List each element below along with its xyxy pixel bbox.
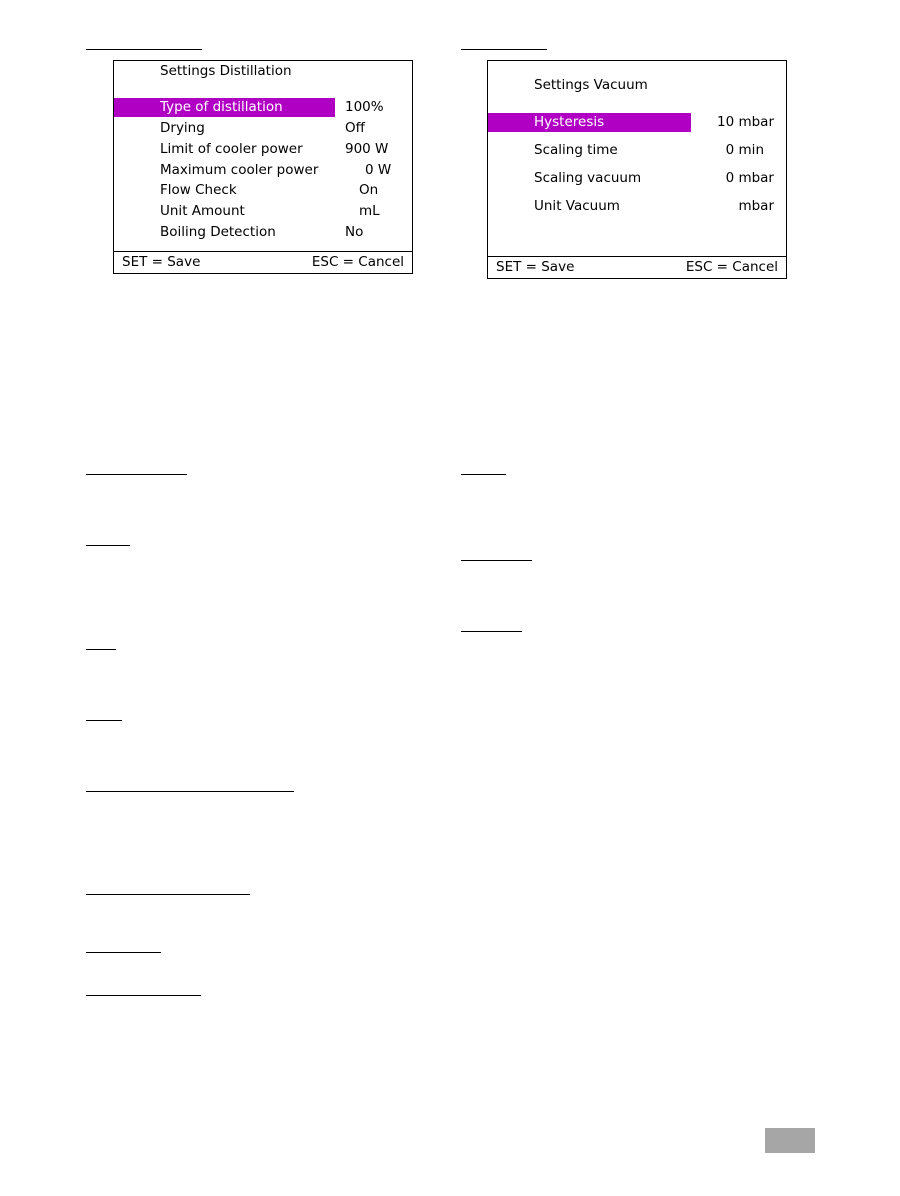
menu-row-scaling-vacuum[interactable]	[488, 169, 786, 188]
menu-row-scaling-time[interactable]	[488, 141, 786, 160]
row-value: 0 W	[365, 162, 392, 178]
heading-rule	[86, 791, 294, 792]
row-label: Unit Amount	[160, 203, 245, 219]
row-value: On	[359, 182, 379, 198]
row-value: mbar	[738, 198, 774, 214]
row-value: 0 mbar	[725, 170, 774, 186]
row-label: Limit of cooler power	[160, 141, 303, 157]
heading-rule	[86, 720, 122, 721]
row-value: 900 W	[345, 141, 389, 157]
heading-rule	[86, 952, 161, 953]
row-label: Scaling time	[534, 142, 618, 158]
heading-rule	[86, 545, 130, 546]
row-label: Flow Check	[160, 182, 237, 198]
screen-footer	[114, 251, 412, 273]
row-value: mL	[359, 203, 380, 219]
screen-title: Settings Vacuum	[534, 77, 648, 93]
menu-row-drying[interactable]	[114, 119, 412, 138]
row-label: Maximum cooler power	[160, 162, 319, 178]
heading-rule	[461, 560, 532, 561]
row-label: Hysteresis	[534, 114, 605, 130]
row-label: Unit Vacuum	[534, 198, 620, 214]
menu-row-boiling-detection[interactable]	[114, 223, 412, 242]
menu-row-flow-check[interactable]	[114, 181, 412, 200]
heading-rule	[86, 995, 201, 996]
esc-cancel-hint: ESC = Cancel	[311, 254, 404, 270]
menu-row-limit-of-cooler-power[interactable]	[114, 140, 412, 159]
menu-row-unit-amount[interactable]	[114, 202, 412, 221]
heading-rule	[86, 474, 187, 475]
screen-title: Settings Distillation	[160, 63, 292, 79]
menu-row-maximum-cooler-power[interactable]	[114, 161, 412, 180]
vacuum-settings-screen	[487, 60, 787, 279]
set-save-hint: SET = Save	[496, 259, 575, 275]
row-value: 10 mbar	[716, 114, 774, 130]
row-value: Off	[345, 120, 365, 136]
menu-row-hysteresis[interactable]	[488, 113, 786, 132]
row-label: Drying	[160, 120, 205, 136]
page-number-tab	[765, 1128, 815, 1153]
set-save-hint: SET = Save	[122, 254, 201, 270]
row-value: No	[345, 224, 364, 240]
heading-rule	[86, 649, 116, 650]
menu-row-unit-vacuum[interactable]	[488, 197, 786, 216]
menu-row-type-of-distillation[interactable]	[114, 98, 412, 117]
heading-rule	[86, 49, 202, 50]
row-value: 0 min	[725, 142, 764, 158]
row-value: 100%	[345, 99, 384, 115]
heading-rule	[461, 49, 547, 50]
distillation-settings-screen	[113, 60, 413, 274]
row-label: Scaling vacuum	[534, 170, 642, 186]
screen-footer	[488, 256, 786, 278]
row-label: Boiling Detection	[160, 224, 276, 240]
heading-rule	[461, 474, 506, 475]
heading-rule	[86, 894, 250, 895]
esc-cancel-hint: ESC = Cancel	[685, 259, 778, 275]
heading-rule	[461, 631, 522, 632]
row-label: Type of distillation	[160, 99, 283, 115]
